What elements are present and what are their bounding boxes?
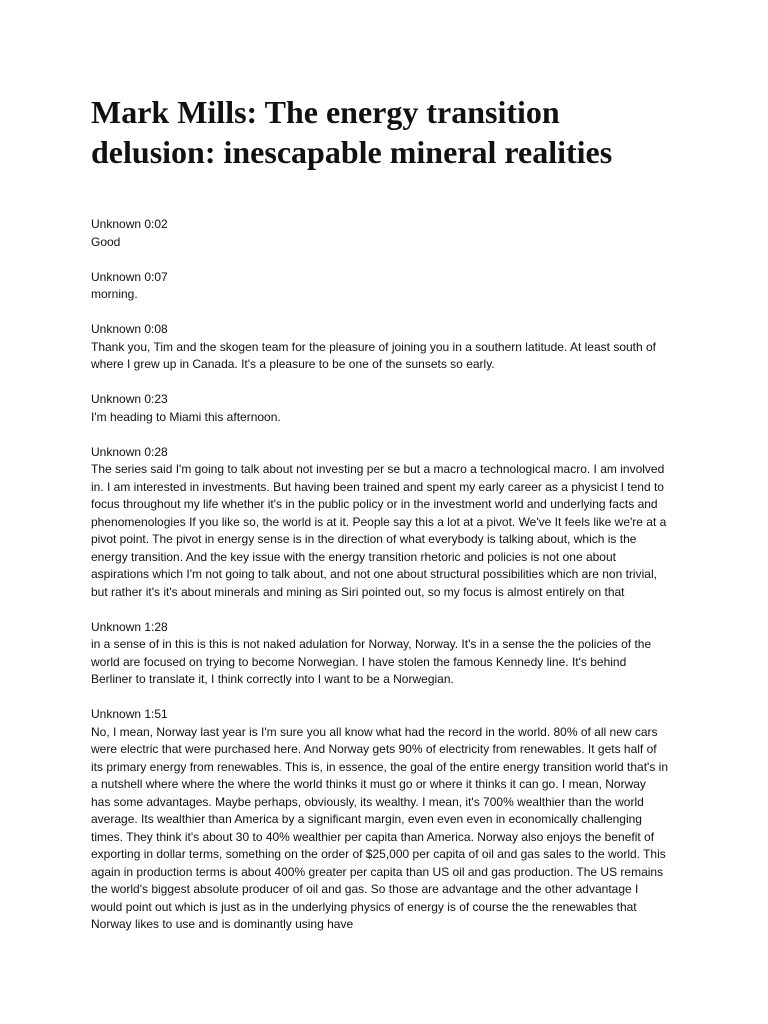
transcript-entry [91, 321, 668, 374]
transcript-text: Thank you, Tim and the skogen team for the pleasure of joining you in a southern latitude. At least south of where I grew up in Canada. It's a pleasure to be one of the sunsets so early. [91, 339, 657, 371]
transcript-text: morning. [91, 287, 138, 301]
document-title: Mark Mills: The energy transition delusion: inescapable mineral realities [91, 94, 613, 170]
transcript-entry [91, 216, 668, 251]
transcript-text: The series said I'm going to talk about not investing per se but a macro a technological macro. I am involved in. I am interested in investments. But having been trained and spent my early career as a physicist I tend to focus throughout my life whether it's in the public policy or in the investment world and underlying facts and phenomenologies If you like so, the world is at it. People say this a lot at a pivot. We've It feels like we're at a pivot point. The pivot in energy sense is in the direction of what everybody is talking about, which is the energy transition. And the key issue with the energy transition rhetoric and policies is not one about aspirations which I'm not going to talk about, and not one about structural possibilities which are non trivial, but rather it's it's about minerals and mining as Siri pointed out, so my focus is almost entirely on that [91, 462, 667, 599]
speaker-timestamp: Unknown 0:07 [91, 269, 168, 284]
speaker-timestamp: Unknown 1:28 [91, 619, 168, 634]
transcript-entry [91, 269, 668, 304]
transcript-text: in a sense of in this is this is not naked adulation for Norway, Norway. It's in a sense the the policies of the world are focused on trying to become Norwegian. I have stolen the famous Kennedy line. It's behind Berliner to translate it, I think correctly into I want to be a Norwegian. [91, 637, 652, 686]
speaker-timestamp: Unknown 1:51 [91, 707, 168, 721]
transcript-entry [91, 706, 668, 934]
transcript-entry [91, 619, 668, 689]
speaker-timestamp: Unknown 0:23 [91, 392, 168, 406]
transcript-text: I'm heading to Miami this afternoon. [91, 409, 281, 424]
speaker-timestamp: Unknown 0:02 [91, 217, 168, 231]
speaker-timestamp: Unknown 0:08 [91, 322, 168, 336]
transcript-entry [91, 444, 668, 602]
transcript-entry [91, 391, 668, 426]
speaker-timestamp: Unknown 0:28 [91, 444, 168, 459]
transcript-text: Good [91, 234, 121, 249]
transcript-text: No, I mean, Norway last year is I'm sure you all know what had the record in the world. 80% of all new cars were electric that were purchased here. And Norway gets 90% of electricity from renewables. It gets half of its primary energy from renewables. This is, in essence, the goal of the entire energy transition world that's in a nutshell where where the where the world thinks it must go or where it thinks it can go. I mean, Norway has some advantages. Maybe perhaps, obviously, its wealthy. I mean, it's 700% wealthier than the world average. Its wealthier than America by a significant margin, even even even in economically challenging times. They think it's about 30 to 40% wealthier per capita than America. Norway also enjoys the benefit of exporting in dollar terms, something on the order of $25,000 per capita of oil and gas sales to the world. This again in production terms is about 400% greater per capita than US oil and gas production. The US remains the world's biggest absolute producer of oil and gas. So those are advantage and the other advantage I would point out which is just as in the underlying physics of energy is of course the the renewables that Norway likes to use and is dominantly using have [91, 724, 669, 931]
